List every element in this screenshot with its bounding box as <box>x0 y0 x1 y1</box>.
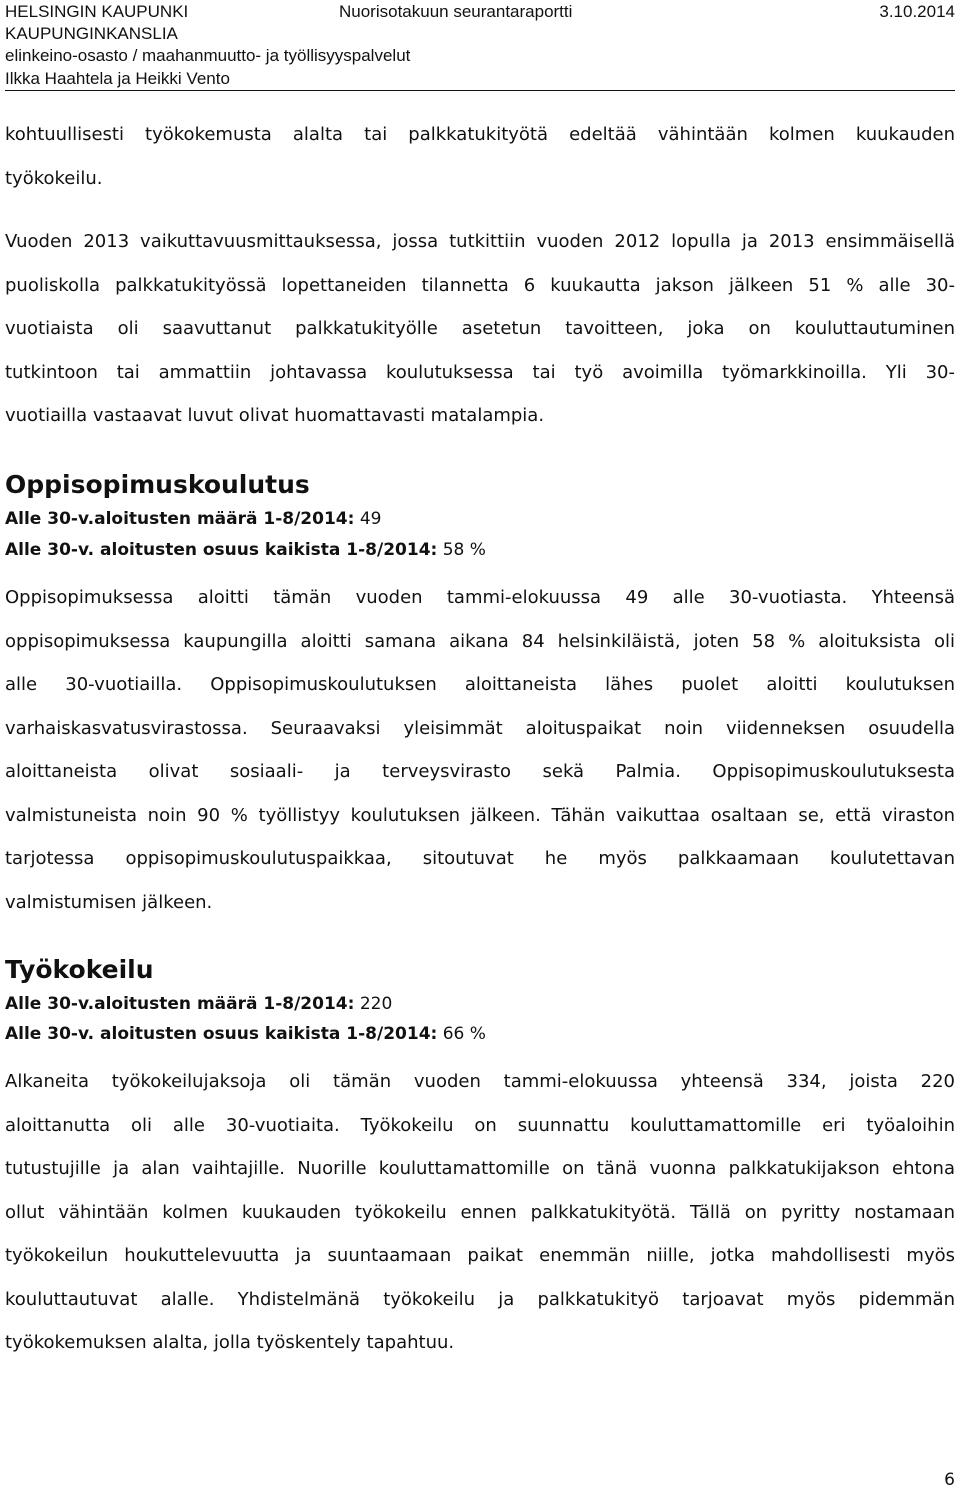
stat-value: 49 <box>359 509 382 529</box>
text-line: tutustujille ja alan vaihtajille. Nuorille kouluttamattomille on tänä vuonna palkkatukijakson ehtona <box>5 1158 955 1179</box>
text-line: alle 30-vuotiailla. Oppisopimuskoulutuksen aloittaneista lähes puolet aloitti koulutuksen <box>5 674 955 695</box>
stat-apprenticeship-count <box>5 506 381 532</box>
text-line: vuotiaista oli saavuttanut palkkatukityölle asetetun tavoitteen, joka on kouluttautuminen <box>5 318 955 339</box>
text-line: kouluttautuvat alalle. Yhdistelmänä työkokeilu ja palkkatukityö tarjoavat myös pidemmän <box>5 1288 955 1310</box>
text-line: tarjotessa oppisopimuskoulutuspaikkaa, sitoutuvat he myös palkkaamaan koulutettavan <box>5 848 955 869</box>
intro-paragraph <box>5 113 955 200</box>
text-line: valmistuneista noin 90 % työllistyy koulutuksen jälkeen. Tähän vaikuttaa osaltaan se, että viraston <box>5 804 955 826</box>
org-name: HELSINGIN KAUPUNKI <box>5 2 189 21</box>
text-line: valmistumisen jälkeen. <box>5 891 213 913</box>
stat-label: Alle 30-v. aloitusten osuus kaikista 1-8/2014: <box>5 1024 438 1044</box>
section-heading-apprenticeship: Oppisopimuskoulutus <box>5 470 310 499</box>
section-heading-work-trial: Työkokeilu <box>5 955 154 984</box>
text-line: työkokemuksen alalta, jolla työskentely tapahtuu. <box>5 1332 455 1353</box>
stat-value: 66 % <box>442 1024 486 1044</box>
text-line: tutkintoon tai ammattiin johtavassa koulutuksessa tai työ avoimilla työmarkkinoilla. Yli 30- <box>5 361 955 383</box>
stat-value: 220 <box>359 994 393 1014</box>
text-line: kohtuullisesti työkokemusta alalta tai palkkatukityötä edeltää vähintään kolmen kuukauden <box>5 124 955 145</box>
page-header <box>5 0 955 90</box>
report-date: 3.10.2014 <box>879 2 955 21</box>
apprenticeship-paragraph <box>5 576 955 924</box>
text-line: aloittanutta oli alle 30-vuotiaita. Työkokeilu on suunnattu kouluttamattomille eri työaloihin <box>5 1114 955 1136</box>
stat-trial-share <box>5 1021 486 1047</box>
impact-paragraph <box>5 220 955 438</box>
header-rule <box>5 90 955 91</box>
work-trial-paragraph <box>5 1060 955 1365</box>
text-line: Vuoden 2013 vaikuttavuusmittauksessa, jossa tutkittiin vuoden 2012 lopulla ja 2013 ensimmäisellä <box>5 231 955 252</box>
text-line: oppisopimuksessa kaupungilla aloitti samana aikana 84 helsinkiläistä, joten 58 % aloituksista oli <box>5 630 955 652</box>
stat-apprenticeship-share <box>5 537 486 563</box>
stat-value: 58 % <box>442 540 486 560</box>
text-line: ollut vähintään kolmen kuukauden työkokeilu ennen palkkatukityötä. Tällä on pyritty nostamaan <box>5 1201 955 1223</box>
text-line: työkokeilu. <box>5 167 103 189</box>
page-number: 6 <box>944 1470 955 1490</box>
report-title: Nuorisotakuun seurantaraportti <box>339 2 573 21</box>
org-unit: elinkeino-osasto / maahanmuutto- ja työllisyyspalvelut <box>5 46 411 65</box>
text-line: aloittaneista olivat sosiaali- ja terveysvirasto sekä Palmia. Oppisopimuskoulutuksesta <box>5 761 955 782</box>
text-line: puoliskolla palkkatukityössä lopettaneiden tilannetta 6 kuukautta jakson jälkeen 51 % alle 30- <box>5 274 955 296</box>
text-line: työkokeilun houkuttelevuutta ja suuntaamaan paikat enemmän niille, jotka mahdollisesti myös <box>5 1245 955 1266</box>
text-line: Alkaneita työkokeilujaksoja oli tämän vuoden tammi-elokuussa yhteensä 334, joista 220 <box>5 1071 955 1092</box>
text-line: varhaiskasvatusvirastossa. Seuraavaksi yleisimmät aloituspaikat noin viidenneksen osuudella <box>5 717 955 739</box>
text-line: Oppisopimuksessa aloitti tämän vuoden tammi-elokuussa 49 alle 30-vuotiasta. Yhteensä <box>5 587 955 608</box>
stat-label: Alle 30-v. aloitusten osuus kaikista 1-8/2014: <box>5 540 438 560</box>
org-department: KAUPUNGINKANSLIA <box>5 24 178 43</box>
text-line: vuotiailla vastaavat luvut olivat huomattavasti matalampia. <box>5 405 545 426</box>
authors: Ilkka Haahtela ja Heikki Vento <box>5 69 230 88</box>
stat-label: Alle 30-v.aloitusten määrä 1-8/2014: <box>5 509 355 529</box>
stat-label: Alle 30-v.aloitusten määrä 1-8/2014: <box>5 994 355 1014</box>
stat-trial-count <box>5 991 392 1017</box>
